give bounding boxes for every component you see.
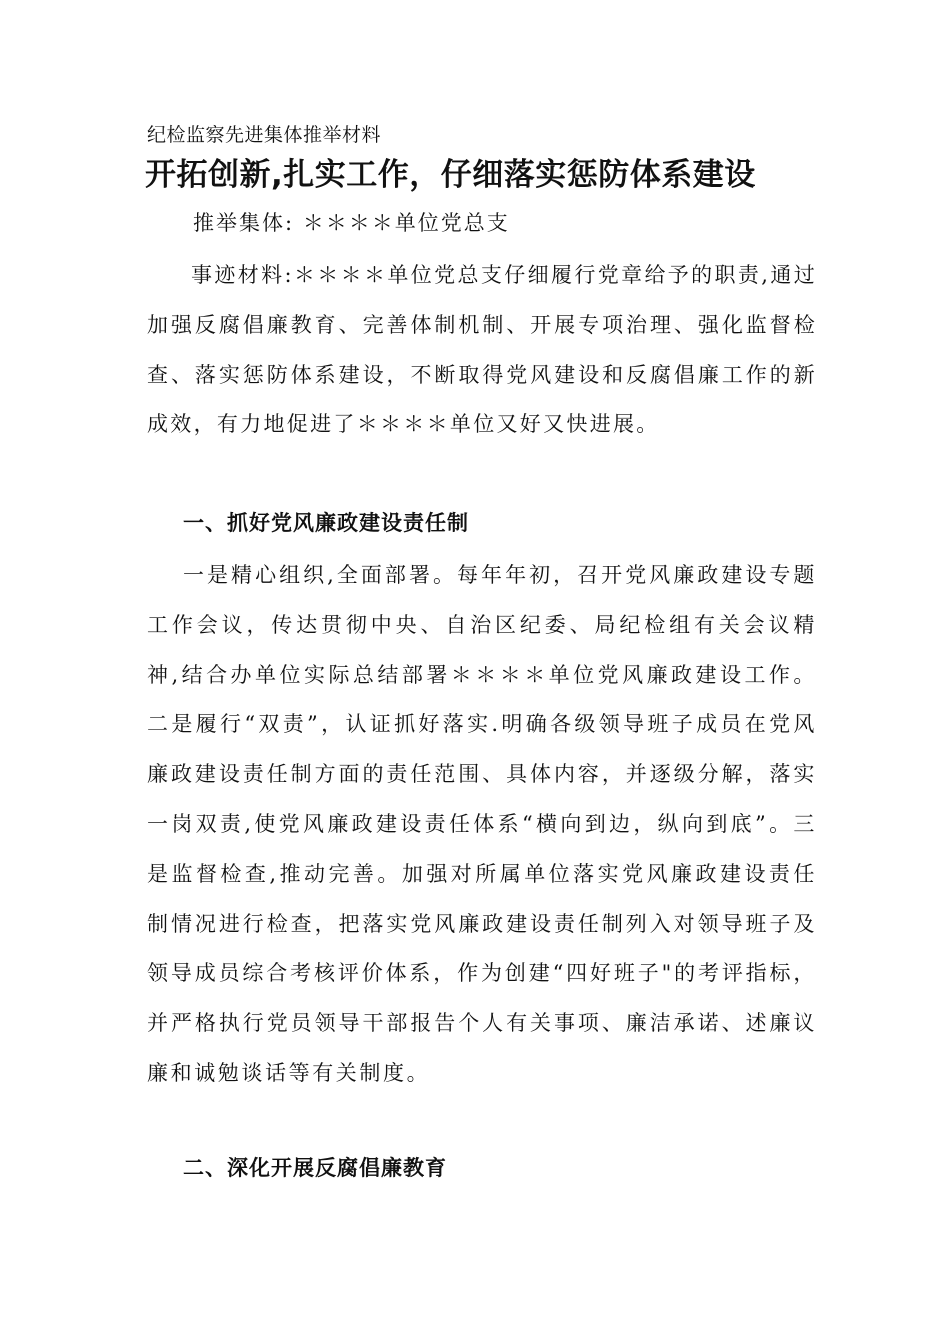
document-title: 开拓创新,扎实工作，仔细落实惩防体系建设 [145, 157, 756, 193]
document-label: 纪检监察先进集体推举材料 [147, 124, 382, 146]
section-heading-1: 一、抓好党风廉政建设责任制 [183, 511, 469, 535]
intro-paragraph: 事迹材料:＊＊＊＊单位党总支仔细履行党章给予的职责,通过加强反腐倡廉教育、完善体制机制、开展专项治理、强化监督检查、落实惩防体系建设，不断取得党风建设和反腐倡廉工作的新成效，有力地促进了＊＊＊＊单位又好又快进展。 [147, 263, 817, 437]
nominee-line: 推举集体: ＊＊＊＊单位党总支 [193, 211, 510, 235]
section-heading-2: 二、深化开展反腐倡廉教育 [183, 1156, 447, 1180]
section-paragraph-1: 一是精心组织,全面部署。每年年初，召开党风廉政建设专题工作会议，传达贯彻中央、自治区纪委、局纪检组有关会议精神,结合办单位实际总结部署＊＊＊＊单位党风廉政建设工作。二是履行“双责”，认证抓好落实.明确各级领导班子成员在党风廉政建设责任制方面的责任范围、具体内容，并逐级分解，落实一岗双责,使党风廉政建设责任体系“横向到边，纵向到底”。三是监督检查,推动完善。加强对所属单位落实党风廉政建设责任制情况进行检查，把落实党风廉政建设责任制列入对领导班子及领导成员综合考核评价体系，作为创建“四好班子"的考评指标，并严格执行党员领导干部报告个人有关事项、廉洁承诺、述廉议廉和诚勉谈话等有关制度。 [147, 563, 817, 1085]
